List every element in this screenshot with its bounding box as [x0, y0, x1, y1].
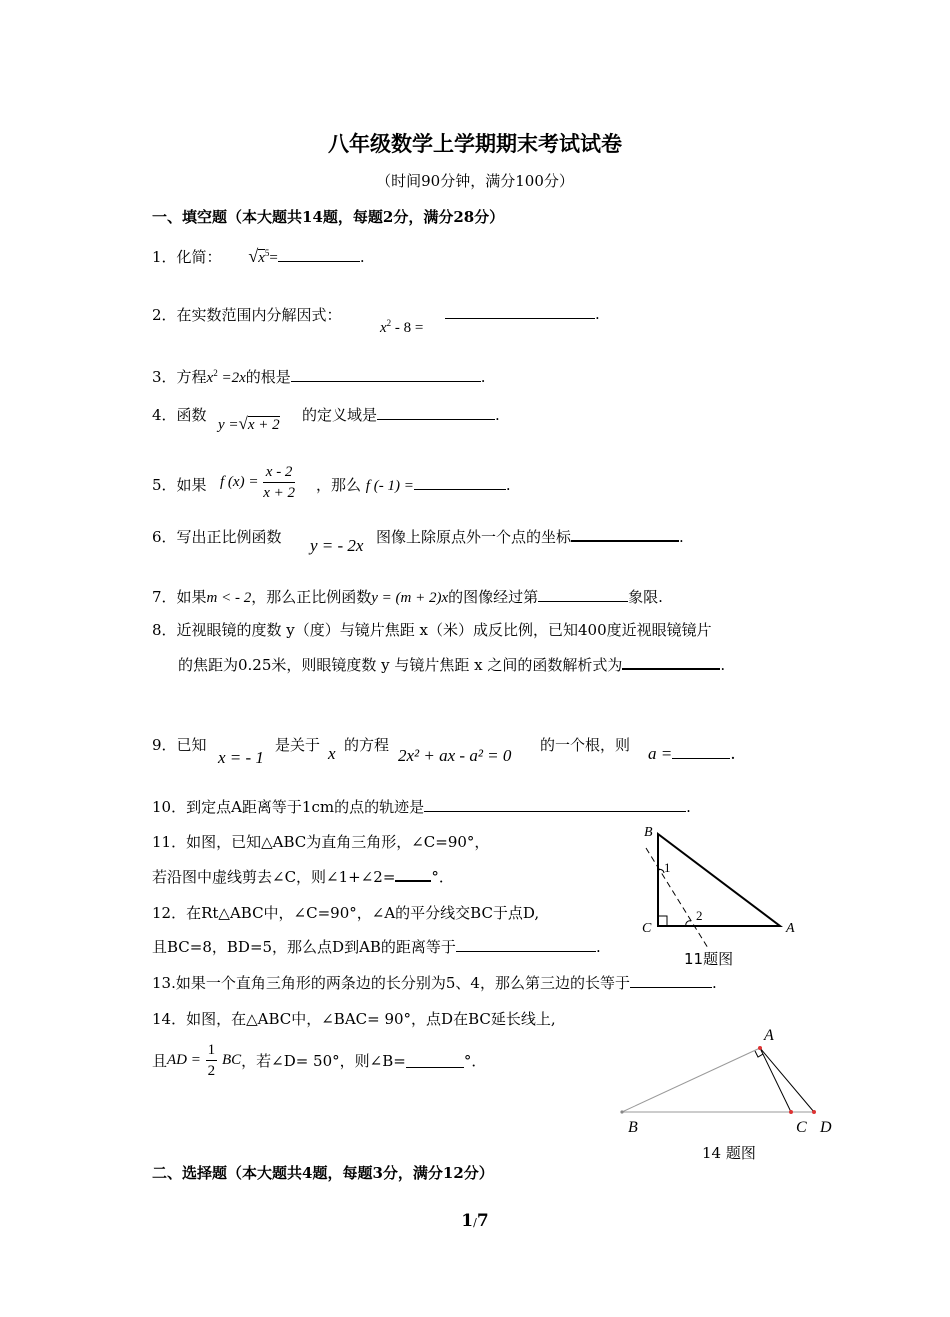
question-5-expr: f (x) = $\frac{x - 2}{x + 2}$ [220, 464, 295, 501]
answer-blank-2[interactable] [445, 304, 595, 319]
question-9-answer: a = . [648, 744, 736, 764]
question-9: 9．已知 [152, 736, 207, 754]
question-7: 7．如果m < - 2，那么正比例函数y = (m + 2)x的图像经过第 象限. [152, 588, 663, 606]
label-d: D [820, 1119, 832, 1136]
answer-blank-4[interactable] [377, 405, 495, 420]
question-9-x2: x [328, 744, 336, 763]
figure-14 [610, 1022, 850, 1172]
question-8: 8．近视眼镜的度数 y（度）与镜片焦距 x（米）成反比例，已知400度近视眼镜镜片 [152, 621, 712, 639]
line-ad [760, 1048, 814, 1112]
answer-blank-8[interactable] [622, 654, 720, 670]
label-b: B [644, 825, 653, 840]
question-6-tail: 图像上除原点外一个点的坐标 . [376, 528, 684, 546]
question-8-line2: 的焦距为0.25米，则眼镜度数 y 与镜片焦距 x 之间的函数解析式为 . [178, 656, 726, 674]
question-2-expr: $x^2 - 8$ = [380, 318, 424, 336]
point-a [758, 1046, 762, 1050]
section-1-heading: 一、填空题（本大题共14题，每题2分，满分28分） [152, 208, 505, 226]
question-14: 14．如图，在△ABC中，∠BAC= 90°，点D在BC延长线上, [152, 1010, 556, 1028]
section-2-heading: 二、选择题（本大题共4题，每题3分，满分12分） [152, 1164, 494, 1182]
question-2: 2．在实数范围内分解因式： [152, 306, 342, 324]
cut-dashed-line [646, 848, 708, 948]
answer-blank-9[interactable] [672, 744, 730, 759]
figure-11-caption: 11题图 [684, 950, 734, 968]
triangle-abc [658, 834, 780, 926]
point-d [812, 1110, 816, 1114]
question-12-line2: 且BC=8，BD=5，那么点D到AB的距离等于 . [152, 938, 601, 956]
question-9-mid: 是关于 [275, 736, 321, 754]
question-14-line2: 且AD = $\frac{1}{2}$ BC，若∠D= 50°，则∠B= °． [152, 1042, 487, 1079]
answer-blank-1[interactable] [278, 247, 360, 262]
question-4-tail: 的定义域是 . [302, 406, 500, 424]
question-11: 11．如图，已知△ABC为直角三角形，∠C=90°， [152, 833, 490, 851]
answer-blank-6[interactable] [571, 526, 679, 542]
question-12: 12．在Rt△ABC中，∠C=90°，∠A的平分线交BC于点D, [152, 904, 540, 922]
question-4: 4．函数 [152, 406, 207, 424]
question-5: 5．如果 [152, 476, 207, 494]
figure-11 [630, 820, 810, 980]
answer-blank-14[interactable] [406, 1053, 464, 1068]
question-3: 3．方程$x^2 =2x$的根是 . [152, 368, 486, 386]
answer-blank-7[interactable] [538, 587, 628, 602]
label-angle-2: 2 [696, 908, 703, 923]
line-ba [622, 1048, 760, 1112]
label-c: C [796, 1119, 807, 1136]
question-10: 10．到定点A距离等于1cm的点的轨迹是 . [152, 798, 691, 816]
question-9-x1: x = - 1 [218, 748, 264, 767]
question-11-line2: 若沿图中虚线剪去∠C，则∠1+∠2= °． [152, 868, 454, 886]
page-title: 八年级数学上学期期末考试试卷 [328, 131, 622, 156]
point-b [620, 1110, 623, 1113]
question-6-expr: y = - 2x [310, 536, 364, 555]
label-a: A [764, 1027, 774, 1044]
question-9-equation: 2x² + ax - a² = 0 [398, 746, 512, 765]
answer-blank-12[interactable] [456, 937, 596, 952]
answer-blank-3[interactable] [291, 367, 481, 382]
answer-blank-5[interactable] [414, 475, 506, 490]
question-4-expr: y =√x + 2 [218, 414, 280, 433]
question-1: 1．化简： $√x^5=$ . [152, 246, 365, 266]
point-c [789, 1110, 793, 1114]
question-2-answer: . [445, 304, 600, 323]
label-b: B [628, 1119, 638, 1136]
answer-blank-10[interactable] [424, 797, 686, 812]
question-9-mid2: 的方程 [344, 736, 390, 754]
question-6: 6．写出正比例函数 [152, 528, 282, 546]
right-angle-mark [658, 916, 667, 926]
figure-14-caption: 14 题图 [702, 1144, 756, 1162]
answer-blank-11[interactable] [395, 866, 431, 882]
exam-info: （时间90分钟，满分100分） [376, 172, 574, 190]
question-13: 13.如果一个直角三角形的两条边的长分别为5、4，那么第三边的长等于 . [152, 974, 717, 992]
label-c: C [642, 921, 652, 936]
question-5-tail: ，那么 f (- 1) = . [316, 476, 511, 494]
page-number: 1/7 [461, 1211, 489, 1231]
question-9-suffix: 的一个根，则 [540, 736, 631, 754]
label-a: A [786, 921, 795, 936]
label-angle-1: 1 [664, 860, 671, 875]
